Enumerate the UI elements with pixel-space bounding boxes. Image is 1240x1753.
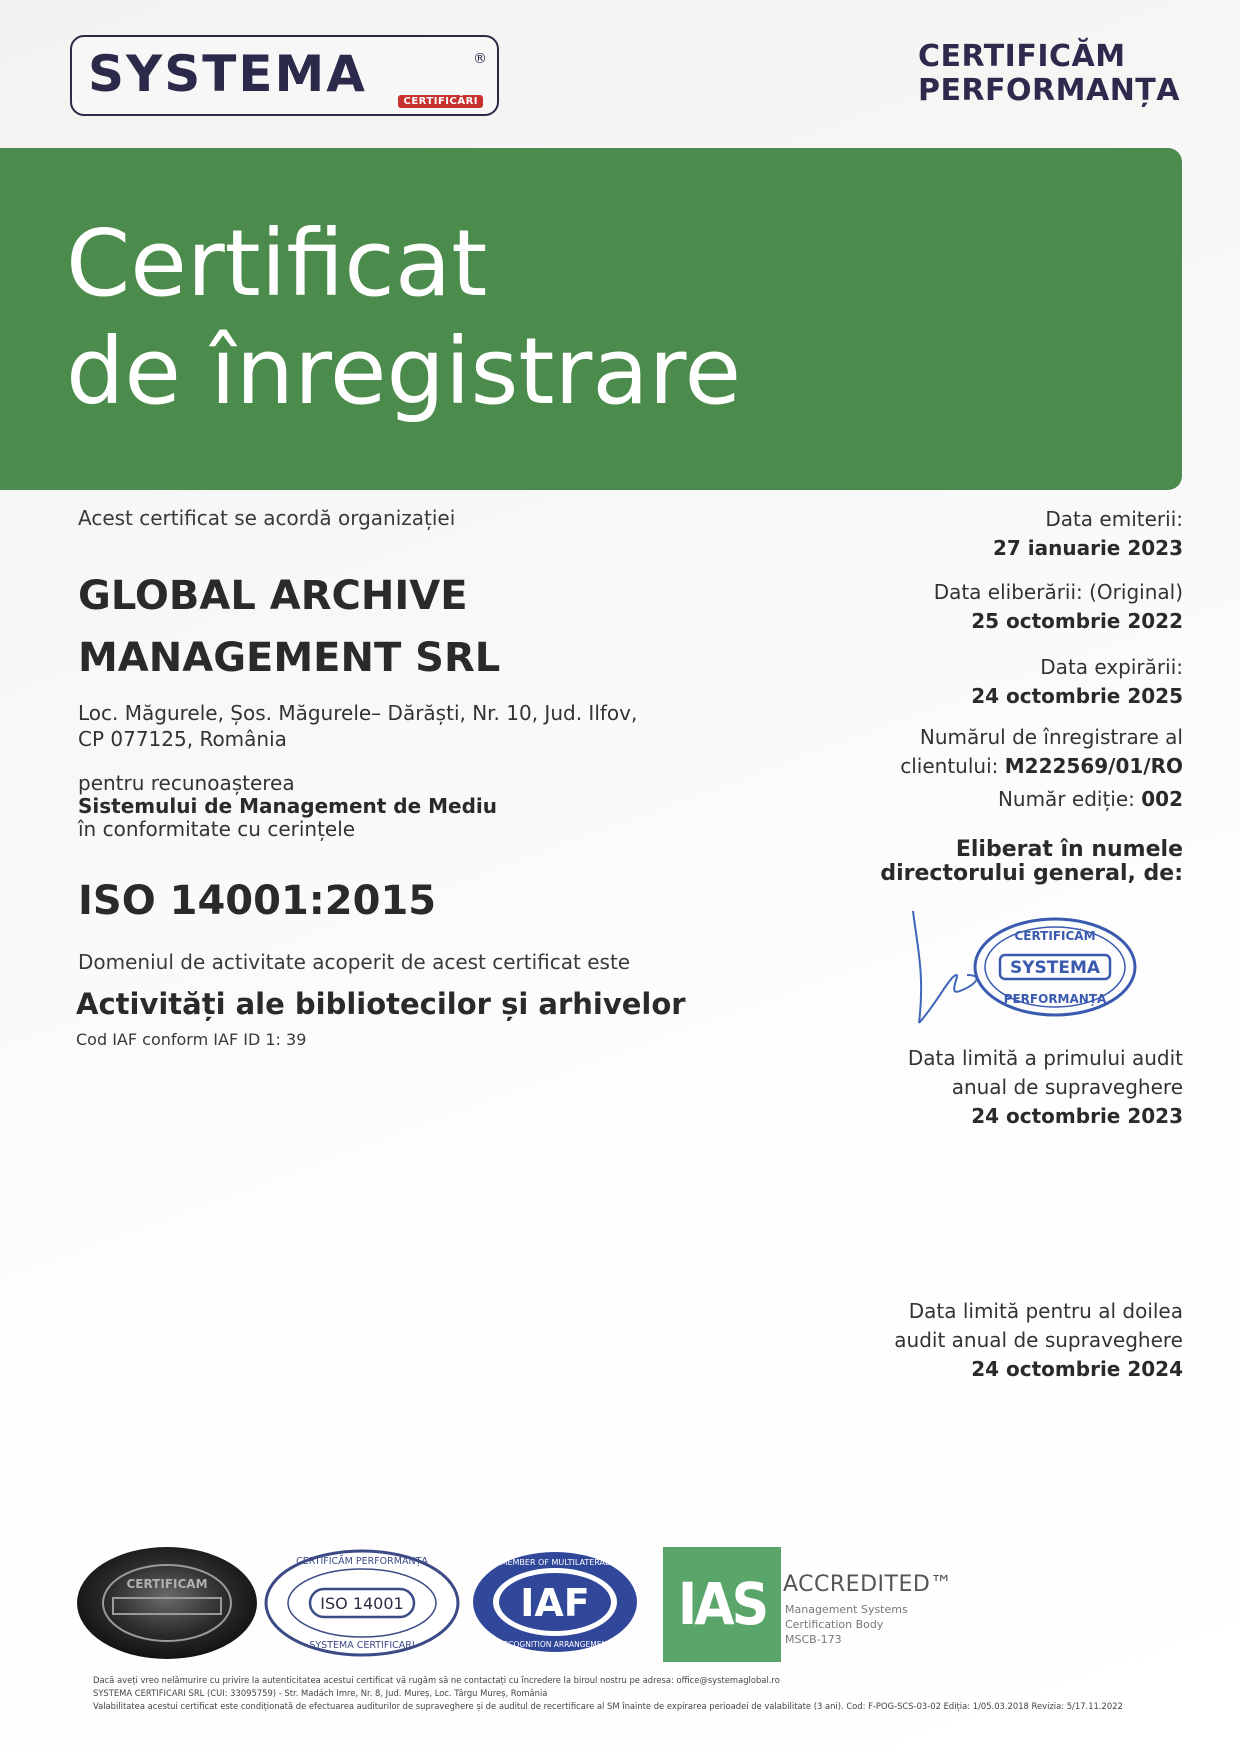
systema-logo [70,35,499,116]
first-audit-block [908,1044,1183,1131]
seal-text: CERTIFICAM [126,1577,208,1591]
issued-by-block [880,838,1183,886]
expiry-date: 24 octombrie 2025 [971,684,1183,708]
recognition-line3: în conformitate cu cerințele [78,817,356,841]
award-intro: Acest certificat se acordă organizației [78,506,456,530]
organization-name-line2: MANAGEMENT SRL [78,635,501,681]
recognition-text [78,772,497,841]
logo-registered-mark: ® [473,51,487,67]
edition-block [998,785,1183,814]
address-line2: CP 077125, România [78,727,287,751]
stamp-bottom-text: PERFORMANȚA [1003,992,1107,1006]
brand-slogan-line1: CERTIFICĂM [917,39,1126,74]
issue-date-label: Data emiterii: [1045,507,1183,531]
recognition-line1: pentru recunoașterea [78,771,295,795]
client-number-label-line2: clientului: [900,754,999,778]
address-line1: Loc. Măgurele, Șos. Măgurele– Dărăști, Nr. 10, Jud. Ilfov, [78,701,638,725]
stamp-top-text: CERTIFICĂM [1014,929,1096,943]
ias-subtitle [785,1602,908,1647]
title-banner [0,148,1182,490]
release-date-label: Data eliberării: (Original) [933,580,1183,604]
certificate-title-line1: Certificat [66,210,488,317]
edition-label: Număr ediție: [997,787,1135,811]
signature-stamp [905,905,1145,1035]
logo-text: SYSTEMA [88,45,367,103]
ias-subtitle-line1: Management Systems [785,1603,908,1616]
iaf-ring-top-text: MEMBER OF MULTILATERAL [500,1558,610,1567]
iaf-center-text: IAF [520,1581,590,1625]
release-date-block [934,578,1183,636]
ias-subtitle-line3: MSCB-173 [785,1633,842,1646]
iaf-ring-bottom-text: RECOGNITION ARRANGEMENT [498,1640,612,1649]
certificate-title-line2: de înregistrare [66,318,742,425]
brand-slogan-line2: PERFORMANȚA [917,73,1180,108]
footer-line2: SYSTEMA CERTIFICARI SRL (CUI: 33095759) - Str. Madách Imre, Nr. 8, Jud. Mureș, Loc. Târgu Mureș, România [93,1688,548,1698]
iso-14001-logo [262,1547,462,1659]
issue-date-block [993,505,1183,563]
logo-subtitle: CERTIFICĂRI [398,95,483,108]
footer-line1: Dacă aveți vreo nelămurire cu privire la autenticitatea acestui certificat vă rugăm să ne contactați cu încredere la biroul nostru pe adresa: office@systemaglobal.ro [93,1675,780,1685]
footer-fine-print [93,1674,1153,1713]
ias-logo: IAS [663,1547,781,1662]
second-audit-date: 24 octombrie 2024 [971,1357,1183,1381]
second-audit-block [894,1297,1183,1384]
ias-accredited-text: ACCREDITED™ [783,1572,953,1597]
iso-ring-bottom-text: SYSTEMA CERTIFICARI [309,1640,415,1651]
iaf-logo [470,1550,640,1655]
iso-ring-top-text: CERTIFICĂM PERFORMANȚA [296,1556,428,1567]
client-number-label-line1: Numărul de înregistrare al [919,725,1183,749]
first-audit-label-line2: anual de supraveghere [951,1075,1183,1099]
organization-name [78,565,500,689]
stamp-middle-text: SYSTEMA [1009,958,1101,978]
footer-line3: Valabilitatea acestui certificat este condiționată de efectuarea auditurilor de supraveghere și de auditul de recertificare al SM înainte de expirarea perioadei de valabilitate (3 ani). Cod: F-POG-SCS-03-02 Ediția: 1/05.03.2018 Revizia: 5/17.11.2022 [93,1701,1123,1711]
organization-name-line1: GLOBAL ARCHIVE [78,573,468,619]
issued-by-line1: Eliberat în numele [955,837,1183,862]
issue-date: 27 ianuarie 2023 [992,536,1183,560]
management-system-name: Sistemului de Management de Mediu [78,794,498,818]
iso-center-text: ISO 14001 [320,1594,404,1613]
release-date: 25 octombrie 2022 [971,609,1183,633]
organization-address [78,700,637,752]
embossed-seal-logo [75,1544,260,1662]
first-audit-label-line1: Data limită a primului audit [907,1046,1183,1070]
expiry-date-label: Data expirării: [1040,655,1183,679]
edition-number: 002 [1141,787,1183,811]
certificate-title [66,210,741,426]
ias-subtitle-line2: Certification Body [785,1618,884,1631]
issued-by-line2: directorului general, de: [880,861,1183,886]
expiry-date-block [971,653,1183,711]
signature-icon [913,911,977,1023]
second-audit-label-line2: audit anual de supraveghere [894,1328,1183,1352]
second-audit-label-line1: Data limită pentru al doilea [908,1299,1183,1323]
brand-slogan [918,40,1180,108]
client-number-block [900,723,1183,781]
first-audit-date: 24 octombrie 2023 [971,1104,1183,1128]
iaf-code: Cod IAF conform IAF ID 1: 39 [76,1030,307,1049]
standard-name: ISO 14001:2015 [78,878,437,924]
client-number: M222569/01/RO [1004,754,1183,778]
scope-activity: Activități ale bibliotecilor și arhivelor [76,987,686,1021]
scope-intro: Domeniul de activitate acoperit de acest certificat este [78,950,631,974]
